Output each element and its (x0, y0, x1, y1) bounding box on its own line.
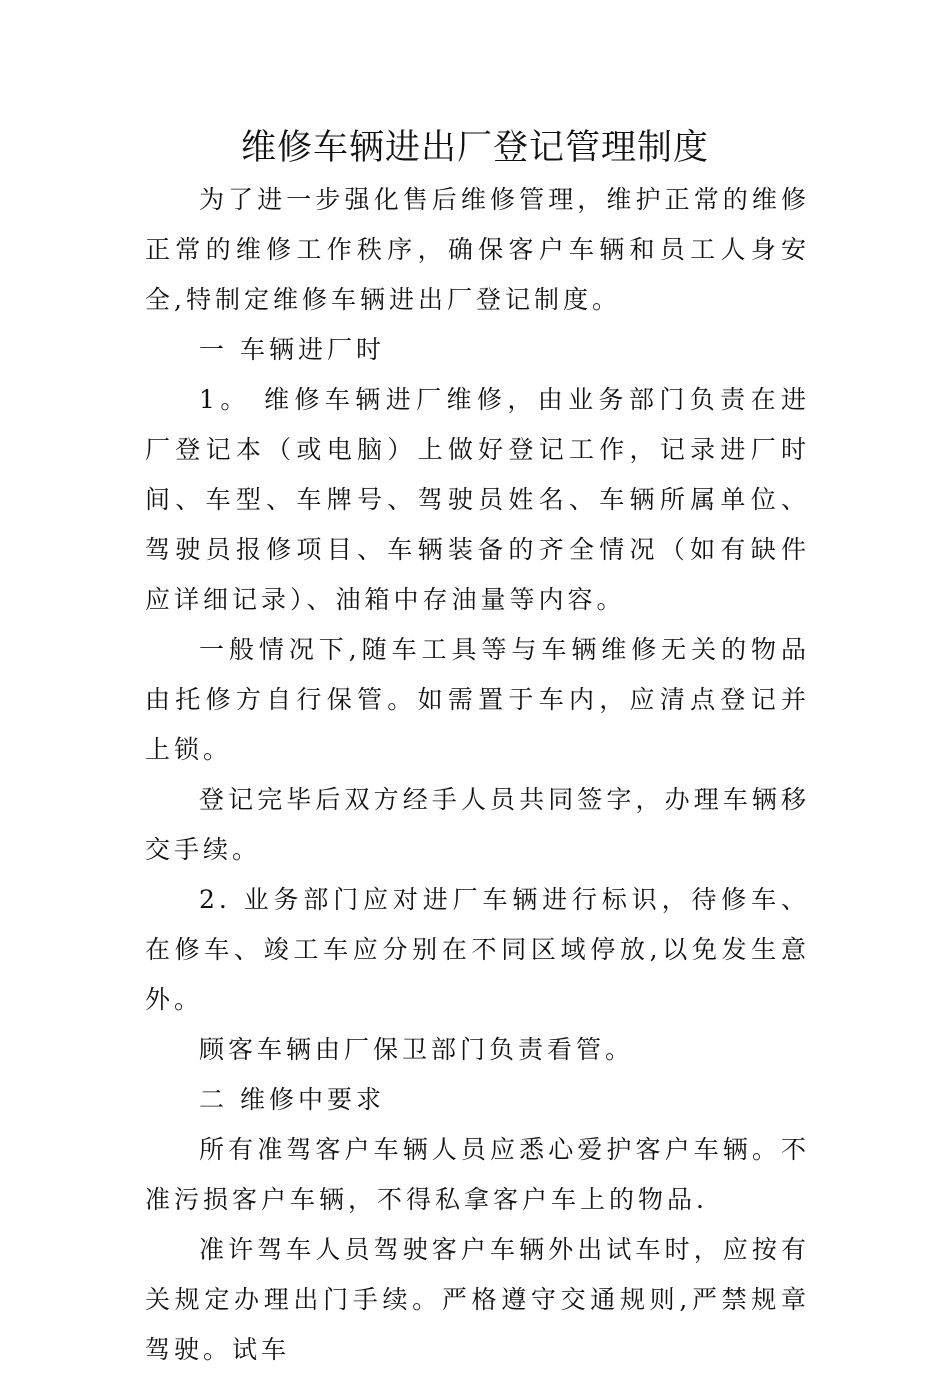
section-heading-1: 一 车辆进厂时 (199, 335, 385, 364)
paragraph-3: 登记完毕后双方经手人员共同签字，办理车辆移交手续。 (145, 785, 810, 864)
paragraph-1: 1。 维修车辆进厂维修，由业务部门负责在进厂登记本（或电脑）上做好登记工作，记录进厂时间、车型、车牌号、驾驶员姓名、车辆所属单位、驾驶员报修项目、车辆装备的齐全情况（如有缺件应详细记录）、油箱中存油量等内容。 (145, 385, 810, 614)
section-heading-2: 二 维修中要求 (199, 1085, 385, 1114)
paragraph-2: 一般情况下,随车工具等与车辆维修无关的物品由托修方自行保管。如需置于车内，应清点登记并上锁。 (145, 635, 810, 764)
paragraph-5: 顾客车辆由厂保卫部门负责看管。 (199, 1035, 635, 1064)
paragraph-intro: 为了进一步强化售后维修管理，维护正常的维修正常的维修工作秩序，确保客户车辆和员工人身安全,特制定维修车辆进出厂登记制度。 (145, 185, 810, 314)
document-title: 维修车辆进出厂登记管理制度 (240, 128, 709, 168)
paragraph-4: 2. 业务部门应对进厂车辆进行标识，待修车、在修车、竣工车应分别在不同区域停放,以免发生意外。 (145, 885, 810, 1014)
document-body (145, 175, 810, 1375)
paragraph-7: 准许驾车人员驾驶客户车辆外出试车时，应按有关规定办理出门手续。严格遵守交通规则,严禁规章驾驶。试车 (145, 1235, 810, 1364)
paragraph-6: 所有准驾客户车辆人员应悉心爱护客户车辆。不准污损客户车辆，不得私拿客户车上的物品. (145, 1135, 810, 1214)
